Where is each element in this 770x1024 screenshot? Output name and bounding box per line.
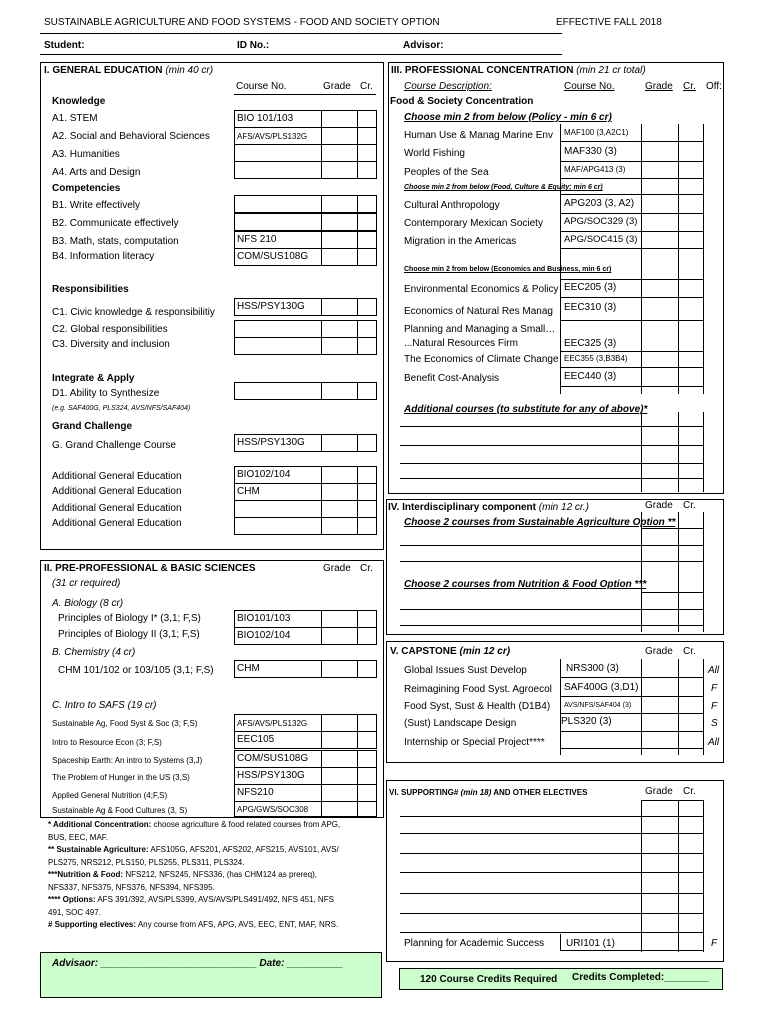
food-equity-heading: Choose min 2 from below (Food, Culture & Equity; min 6 cr): [404, 184, 603, 191]
safs5-label: Applied General Nutrition (4;F,S): [52, 791, 168, 800]
form-title: SUSTAINABLE AGRICULTURE AND FOOD SYSTEMS - FOOD AND SOCIETY OPTION: [44, 17, 440, 28]
gen-ed-col-grade: Grade: [323, 81, 351, 92]
safs1-course[interactable]: AFS/AVS/PLS132G: [234, 714, 322, 732]
a1-grade[interactable]: [321, 110, 358, 128]
capstone-col-grade: Grade: [645, 646, 673, 657]
grand-challenge-heading: Grand Challenge: [52, 421, 133, 432]
safs1-label: Sustainable Ag, Food Syst & Soc (3; F,S): [52, 719, 198, 728]
gen-ed-col-cr: Cr.: [360, 81, 373, 92]
add-ged-3-grade[interactable]: [321, 500, 358, 518]
b4-label: B4. Information literacy: [52, 251, 155, 262]
cap1-offered: All: [708, 665, 720, 676]
h3-desc: Peoples of the Sea: [404, 167, 489, 178]
b3-cr[interactable]: [357, 231, 377, 249]
d1-examples: (e.g. SAF400G, PLS324, AVS/NFS/SAF404): [52, 405, 191, 412]
a4-course[interactable]: [234, 161, 322, 179]
safs1-grade[interactable]: [321, 714, 358, 732]
supporting-section: [386, 780, 724, 962]
econ-heading: Choose min 2 from below (Economics and Business, min 6 cr): [404, 266, 612, 273]
knowledge-heading: Knowledge: [52, 96, 106, 107]
safs5-course[interactable]: NFS210: [234, 784, 322, 802]
c1-cr[interactable]: [357, 298, 377, 316]
capstone-title: V. CAPSTONE (min 12 cr): [390, 646, 511, 657]
safs5-cr[interactable]: [357, 784, 377, 802]
gen-ed-title: I. GENERAL EDUCATION (min 40 cr): [44, 65, 214, 76]
additional-courses-heading: Additional courses (to substitute for any of above)*: [404, 404, 648, 415]
chm-grade[interactable]: [321, 660, 358, 678]
cap1-course[interactable]: NRS300 (3): [566, 663, 619, 674]
safs3-grade[interactable]: [321, 750, 358, 768]
e1-course[interactable]: EEC205 (3): [564, 282, 617, 293]
prepro-title: II. PRE-PROFESSIONAL & BASIC SCIENCES: [44, 563, 256, 574]
a4-grade[interactable]: [321, 161, 358, 179]
safs6-label: Sustainable Ag & Food Cultures (3, S): [52, 806, 188, 815]
e3-desc-b: ...Natural Resources Firm: [404, 338, 518, 349]
bio1-course[interactable]: BIO101/103: [234, 610, 322, 628]
safs2-label: Intro to Resource Econ (3; F,S): [52, 738, 162, 747]
a3-course[interactable]: [234, 144, 322, 162]
safs6-grade[interactable]: [321, 801, 358, 817]
prepro-chemistry: B. Chemistry (4 cr): [52, 647, 136, 658]
gen-ed-col-course: Course No.: [236, 81, 287, 92]
b4-course[interactable]: COM/SUS108G: [234, 248, 322, 266]
safs2-grade[interactable]: [321, 731, 358, 749]
add-ged-2-label: Additional General Education: [52, 486, 182, 497]
advisor-signature-label: Advisaor: ____________________________ Date: __________: [52, 958, 343, 969]
b3-grade[interactable]: [321, 231, 358, 249]
cap3-desc: Food Syst, Sust & Health (D1B4): [404, 701, 551, 712]
inter-choose-nutrition: Choose 2 courses from Nutrition & Food Option ***: [404, 579, 647, 590]
f1-course[interactable]: APG203 (3, A2): [564, 198, 635, 209]
f2-course[interactable]: APG/SOC329 (3): [564, 216, 638, 227]
h2-course[interactable]: MAF330 (3): [564, 146, 617, 157]
prepro-biology: A. Biology (8 cr): [52, 598, 124, 609]
bio1-label: Principles of Biology I* (3,1; F,S): [58, 613, 201, 624]
c2-course[interactable]: [234, 320, 322, 338]
bio2-grade[interactable]: [321, 627, 358, 645]
b1-label: B1. Write effectively: [52, 200, 140, 211]
cap3-course[interactable]: AVS/NFS/SAF404 (3): [564, 702, 632, 709]
add-ged-4-grade[interactable]: [321, 517, 358, 535]
prepro-col-grade: Grade: [323, 563, 351, 574]
safs5-grade[interactable]: [321, 784, 358, 802]
add-ged-3-cr[interactable]: [357, 500, 377, 518]
b4-grade[interactable]: [321, 248, 358, 266]
cap2-desc: Reimagining Food Syst. Agroecol: [404, 684, 552, 695]
prof-col-cr: Cr.: [683, 81, 696, 92]
c3-label: C3. Diversity and inclusion: [52, 339, 170, 350]
safs3-label: Spaceship Earth: An intro to Systems (3,J): [52, 756, 203, 765]
capstone-col-cr: Cr.: [683, 646, 696, 657]
add-ged-4-cr[interactable]: [357, 517, 377, 535]
b2-course[interactable]: [234, 213, 322, 231]
add-ged-1-course[interactable]: BIO102/104: [234, 466, 322, 484]
h1-desc: Human Use & Manag Marine Env: [404, 130, 553, 141]
c1-grade[interactable]: [321, 298, 358, 316]
cap3-offered: F: [711, 701, 718, 712]
prof-col-desc: Course Description:: [404, 81, 492, 92]
b4-cr[interactable]: [357, 248, 377, 266]
a2-grade[interactable]: [321, 127, 358, 145]
inter-title: IV. Interdisciplinary component (min 12 cr.): [388, 502, 589, 513]
safs6-course[interactable]: APG/GWS/SOC308: [234, 801, 322, 817]
e2-course[interactable]: EEC310 (3): [564, 302, 617, 313]
e5-course[interactable]: EEC440 (3): [564, 371, 617, 382]
a4-cr[interactable]: [357, 161, 377, 179]
safs4-grade[interactable]: [321, 767, 358, 785]
c3-course[interactable]: [234, 337, 322, 355]
c1-course[interactable]: HSS/PSY130G: [234, 298, 322, 316]
d1-grade[interactable]: [321, 382, 358, 400]
h2-desc: World Fishing: [404, 148, 465, 159]
prof-col-grade: Grade: [645, 81, 673, 92]
plan-course[interactable]: URI101 (1): [566, 938, 615, 949]
g-cr[interactable]: [357, 434, 377, 452]
integrate-heading: Integrate & Apply: [52, 373, 135, 384]
bio1-cr[interactable]: [357, 610, 377, 628]
bio2-cr[interactable]: [357, 627, 377, 645]
plan-offered: F: [711, 938, 718, 949]
prof-title: III. PROFESSIONAL CONCENTRATION (min 21 cr total): [391, 65, 646, 76]
f1-desc: Cultural Anthropology: [404, 200, 500, 211]
f2-desc: Contemporary Mexican Society: [404, 218, 543, 229]
add-ged-4-label: Additional General Education: [52, 518, 182, 529]
inter-col-cr: Cr.: [683, 500, 696, 511]
a3-label: A3. Humanities: [52, 149, 120, 160]
c2-label: C2. Global responsibilities: [52, 324, 168, 335]
h3-course[interactable]: MAF/APG413 (3): [564, 165, 626, 174]
add-ged-1-label: Additional General Education: [52, 471, 182, 482]
b2-grade[interactable]: [321, 213, 358, 231]
safs1-cr[interactable]: [357, 714, 377, 732]
e5-desc: Benefit Cost-Analysis: [404, 373, 500, 384]
chm-course[interactable]: CHM: [234, 660, 322, 678]
a2-course[interactable]: AFS/AVS/PLS132G: [234, 127, 322, 145]
e4-course[interactable]: EEC355 (3,B3B4): [564, 354, 628, 363]
prepro-col-cr: Cr.: [360, 563, 373, 574]
cap4-offered: S: [711, 718, 718, 729]
cap2-course[interactable]: SAF400G (3,D1): [564, 682, 639, 693]
a1-label: A1. STEM: [52, 113, 98, 124]
add-ged-2-grade[interactable]: [321, 483, 358, 501]
prof-section: [388, 62, 724, 494]
a2-label: A2. Social and Behavioral Sciences: [52, 131, 210, 142]
b3-label: B3. Math, stats, computation: [52, 236, 179, 247]
h1-course[interactable]: MAF100 (3,A2C1): [564, 128, 629, 137]
chm-cr[interactable]: [357, 660, 377, 678]
supporting-col-grade: Grade: [645, 786, 673, 797]
b2-cr[interactable]: [357, 213, 377, 231]
credits-completed[interactable]: Credits Completed:________: [572, 972, 709, 983]
add-ged-1-cr[interactable]: [357, 466, 377, 484]
safs6-cr[interactable]: [357, 801, 377, 817]
c3-cr[interactable]: [357, 337, 377, 355]
c2-cr[interactable]: [357, 320, 377, 338]
g-grade[interactable]: [321, 434, 358, 452]
b1-cr[interactable]: [357, 195, 377, 213]
add-ged-3-course[interactable]: [234, 500, 322, 518]
c1-label: C1. Civic knowledge & responsibilitiy: [52, 307, 215, 318]
cap4-course[interactable]: PLS320 (3): [561, 716, 612, 727]
safs4-label: The Problem of Hunger in the US (3,S): [52, 773, 190, 782]
fsc-heading: Food & Society Concentration: [390, 96, 534, 107]
advisor-label: Advisor:: [403, 40, 444, 51]
f3-course[interactable]: APG/SOC415 (3): [564, 234, 638, 245]
inter-col-grade: Grade: [645, 500, 673, 511]
cap2-offered: F: [711, 683, 718, 694]
student-label: Student:: [44, 40, 85, 51]
a4-label: A4. Arts and Design: [52, 167, 141, 178]
safs3-course[interactable]: COM/SUS108G: [234, 750, 322, 768]
supporting-col-cr: Cr.: [683, 786, 696, 797]
a3-cr[interactable]: [357, 144, 377, 162]
f3-desc: Migration in the Americas: [404, 236, 517, 247]
c3-grade[interactable]: [321, 337, 358, 355]
a3-grade[interactable]: [321, 144, 358, 162]
bio2-course[interactable]: BIO102/104: [234, 627, 322, 645]
prepro-intro-safs: C. Intro to SAFS (19 cr): [52, 700, 157, 711]
e3-desc-a: Planning and Managing a Small…: [404, 324, 556, 335]
competencies-heading: Competencies: [52, 183, 121, 194]
plan-desc: Planning for Academic Success: [404, 938, 545, 949]
a1-course[interactable]: BIO 101/103: [234, 110, 322, 128]
prepro-req: (31 cr required): [52, 578, 121, 589]
responsibilities-heading: Responsibilities: [52, 284, 129, 295]
b1-course[interactable]: [234, 195, 322, 213]
bio1-grade[interactable]: [321, 610, 358, 628]
credits-required: 120 Course Credits Required: [420, 974, 558, 985]
e4-desc: The Economics of Climate Change: [404, 354, 559, 365]
prof-col-course: Course No.: [564, 81, 615, 92]
safs2-course[interactable]: EEC105: [234, 731, 322, 749]
effective-date: EFFECTIVE FALL 2018: [556, 17, 662, 28]
id-label: ID No.:: [237, 40, 270, 51]
a1-cr[interactable]: [357, 110, 377, 128]
cap4-desc: (Sust) Landscape Design: [404, 718, 517, 729]
supporting-title: VI. SUPPORTING# (min 18) AND OTHER ELECTIVES: [389, 788, 588, 797]
e1-desc: Environmental Economics & Policy: [404, 284, 559, 295]
safs4-cr[interactable]: [357, 767, 377, 785]
e3-course[interactable]: EEC325 (3): [564, 338, 617, 349]
footnotes: * Additional Concentration: choose agriculture & food related courses from APG, BUS, EEC, MAF. ** Sustainable Agriculture: AFS105G, AFS201, AFS202, AFS215, AVS101, AVS/ PLS275, NRS212, PLS150, PLS255, PLS311, PLS324. ***Nutrition & Food: NFS212, NFS245, NFS336, (has CHM124 as prereq), NFS337, NFS375, NFS376, NFS394, NFS395. **** Options: AFS 391/392, AVS/PLS399, AVS/AVS/PLS491/492, NFS 451, NFS 491, SOC 497. # Supporting electives: Any course from AFS, APG, AVS, EEC, ENT, MAF, NRS.: [48, 820, 341, 929]
chm-label: CHM 101/102 or 103/105 (3,1; F,S): [58, 665, 214, 676]
add-ged-2-cr[interactable]: [357, 483, 377, 501]
bio2-label: Principles of Biology II (3,1; F,S): [58, 629, 200, 640]
d1-course[interactable]: [234, 382, 322, 400]
d1-cr[interactable]: [357, 382, 377, 400]
g-course[interactable]: HSS/PSY130G: [234, 434, 322, 452]
g-label: G. Grand Challenge Course: [52, 440, 176, 451]
add-ged-3-label: Additional General Education: [52, 503, 182, 514]
c2-grade[interactable]: [321, 320, 358, 338]
safs4-course[interactable]: HSS/PSY130G: [234, 767, 322, 785]
e2-desc: Economics of Natural Res Manag: [404, 306, 553, 317]
cap5-desc: Internship or Special Project****: [404, 737, 545, 748]
safs2-cr[interactable]: [357, 731, 377, 749]
add-ged-4-course[interactable]: [234, 517, 322, 535]
b1-grade[interactable]: [321, 195, 358, 213]
cap5-offered: All: [708, 737, 720, 748]
add-ged-1-grade[interactable]: [321, 466, 358, 484]
b3-course[interactable]: NFS 210: [234, 231, 322, 249]
d1-label: D1. Ability to Synthesize: [52, 388, 160, 399]
inter-choose-sust-ag: Choose 2 courses from Sustainable Agriculture Option **: [404, 517, 676, 528]
b2-label: B2. Communicate effectively: [52, 218, 179, 229]
safs3-cr[interactable]: [357, 750, 377, 768]
prof-col-off: Off:: [706, 81, 722, 92]
a2-cr[interactable]: [357, 127, 377, 145]
policy-heading: Choose min 2 from below (Policy - min 6 cr): [404, 112, 612, 123]
cap1-desc: Global Issues Sust Develop: [404, 665, 527, 676]
add-ged-2-course[interactable]: CHM: [234, 483, 322, 501]
